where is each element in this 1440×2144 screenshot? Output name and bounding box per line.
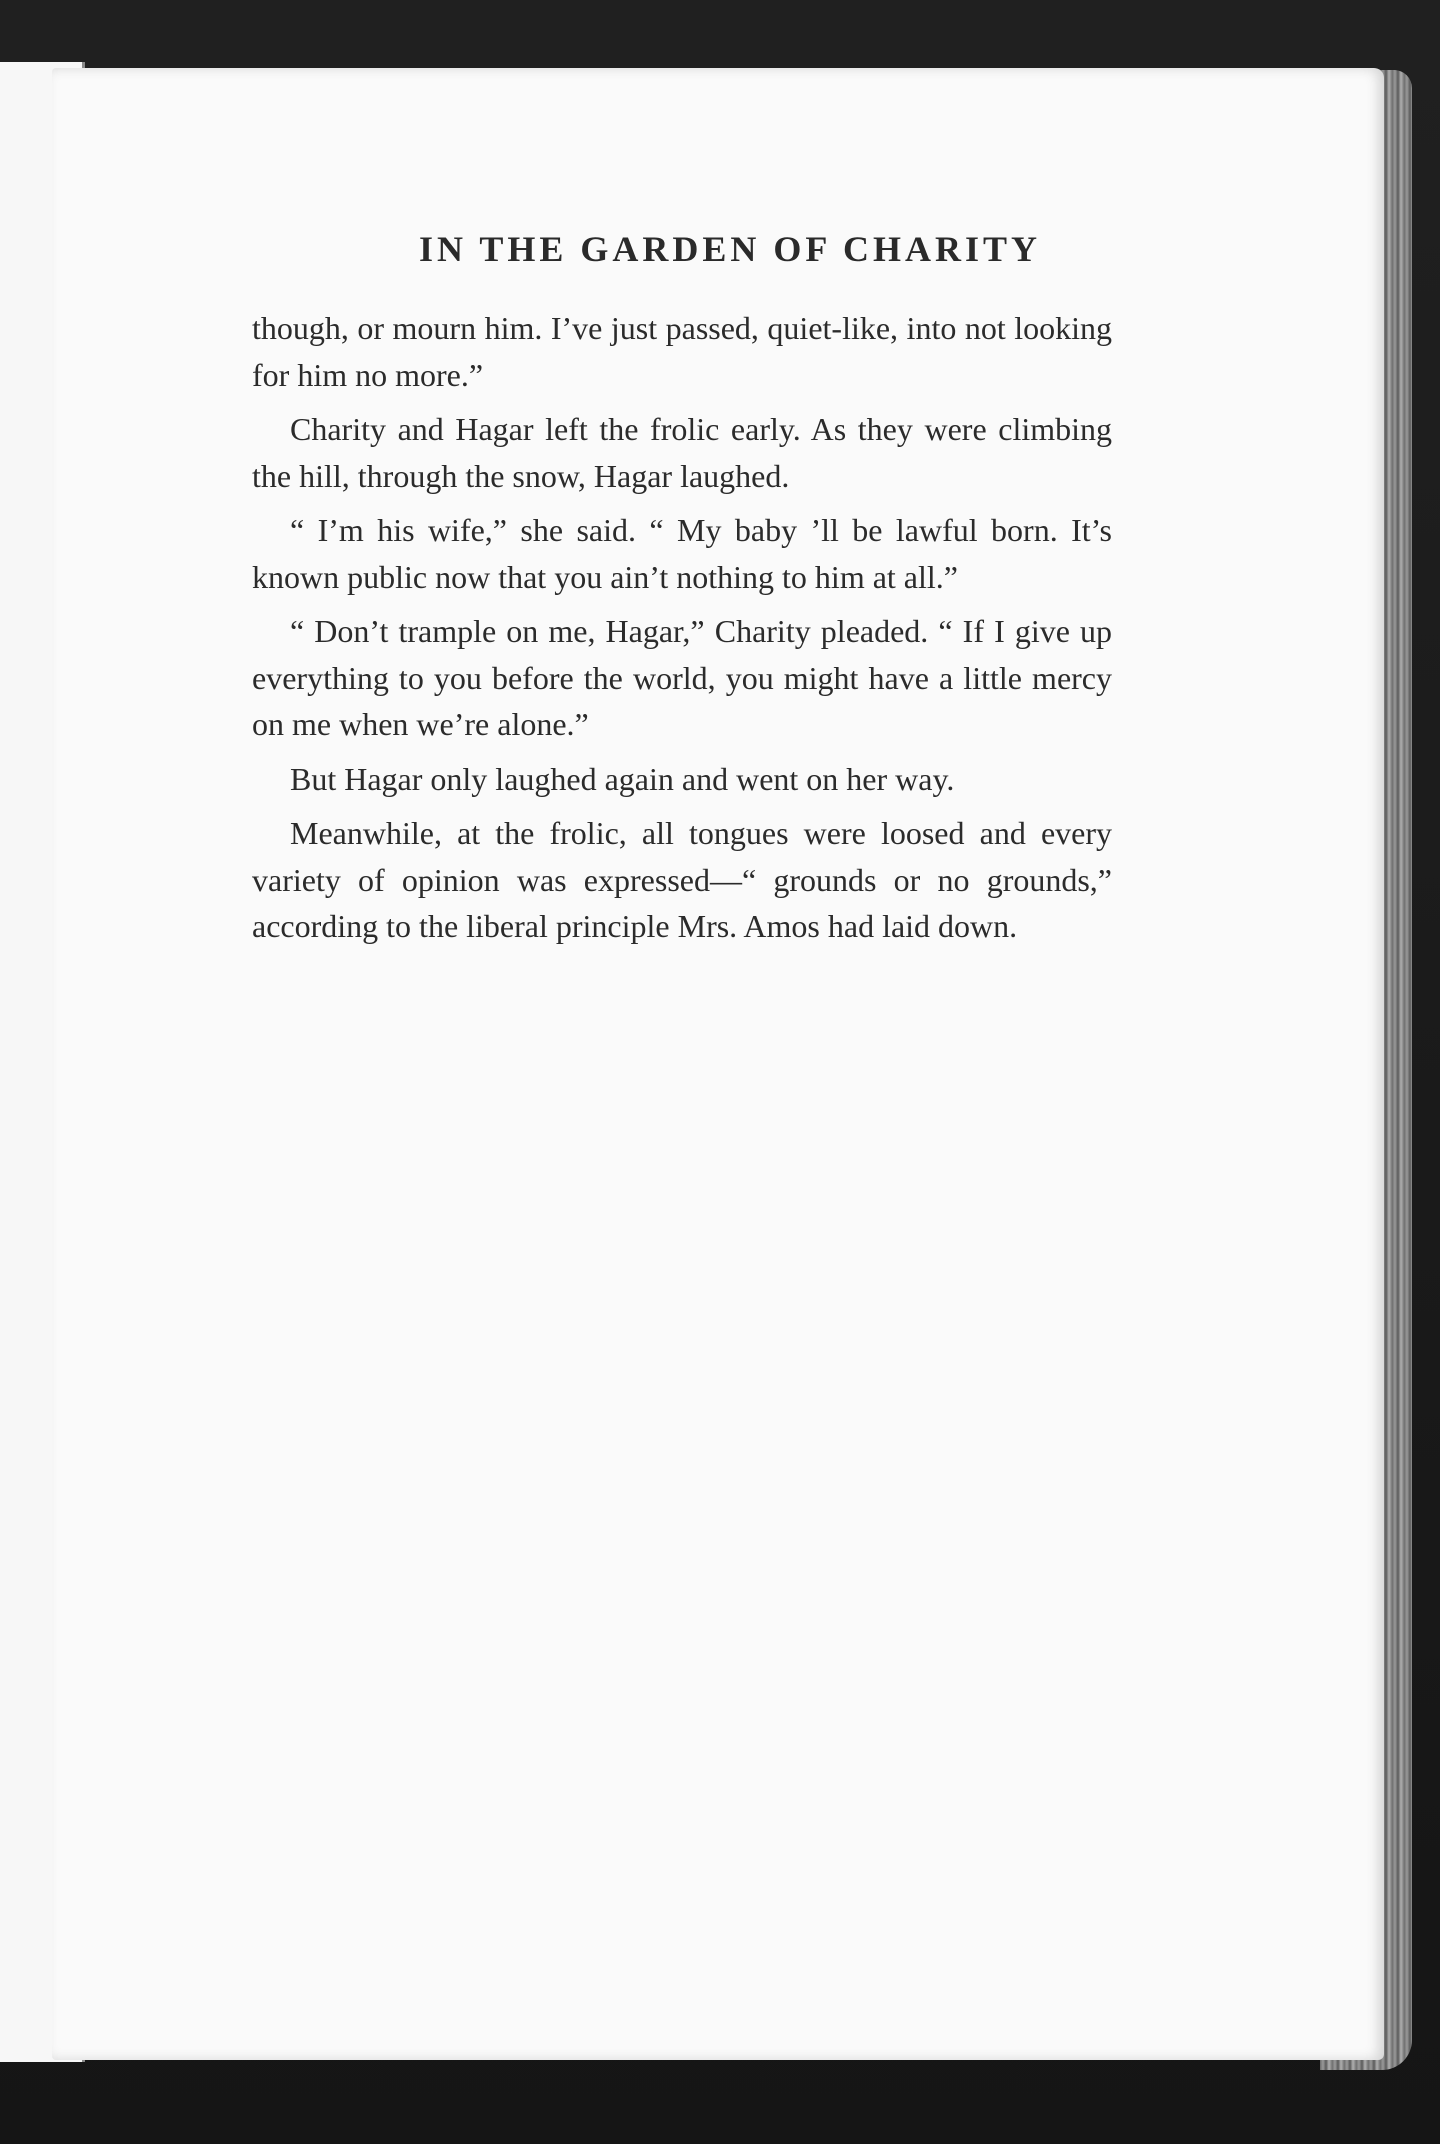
- paragraph-1: though, or mourn him. I’ve just passed, quiet-like, into not looking for him no more.”: [252, 310, 1112, 393]
- paragraph-6: Meanwhile, at the frolic, all tongues were loosed and every variety of opinion was expressed—“ grounds or no grounds,” according to the liberal principle Mrs. Amos had laid down.: [252, 815, 1112, 944]
- paragraph-2: Charity and Hagar left the frolic early. As they were climbing the hill, through the snow, Hagar laughed.: [252, 411, 1112, 494]
- paragraph-3: “ I’m his wife,” she said. “ My baby ’ll be lawful born. It’s known public now that you ain’t nothing to him at all.”: [252, 512, 1112, 595]
- paragraph-5: But Hagar only laughed again and went on her way.: [290, 760, 955, 797]
- paragraph-4: “ Don’t trample on me, Hagar,” Charity pleaded. “ If I give up everything to you before the world, you might have a little mercy on me when we’re alone.”: [252, 613, 1112, 742]
- running-head: IN THE GARDEN OF CHARITY: [418, 229, 1042, 269]
- body-text: [252, 305, 1112, 958]
